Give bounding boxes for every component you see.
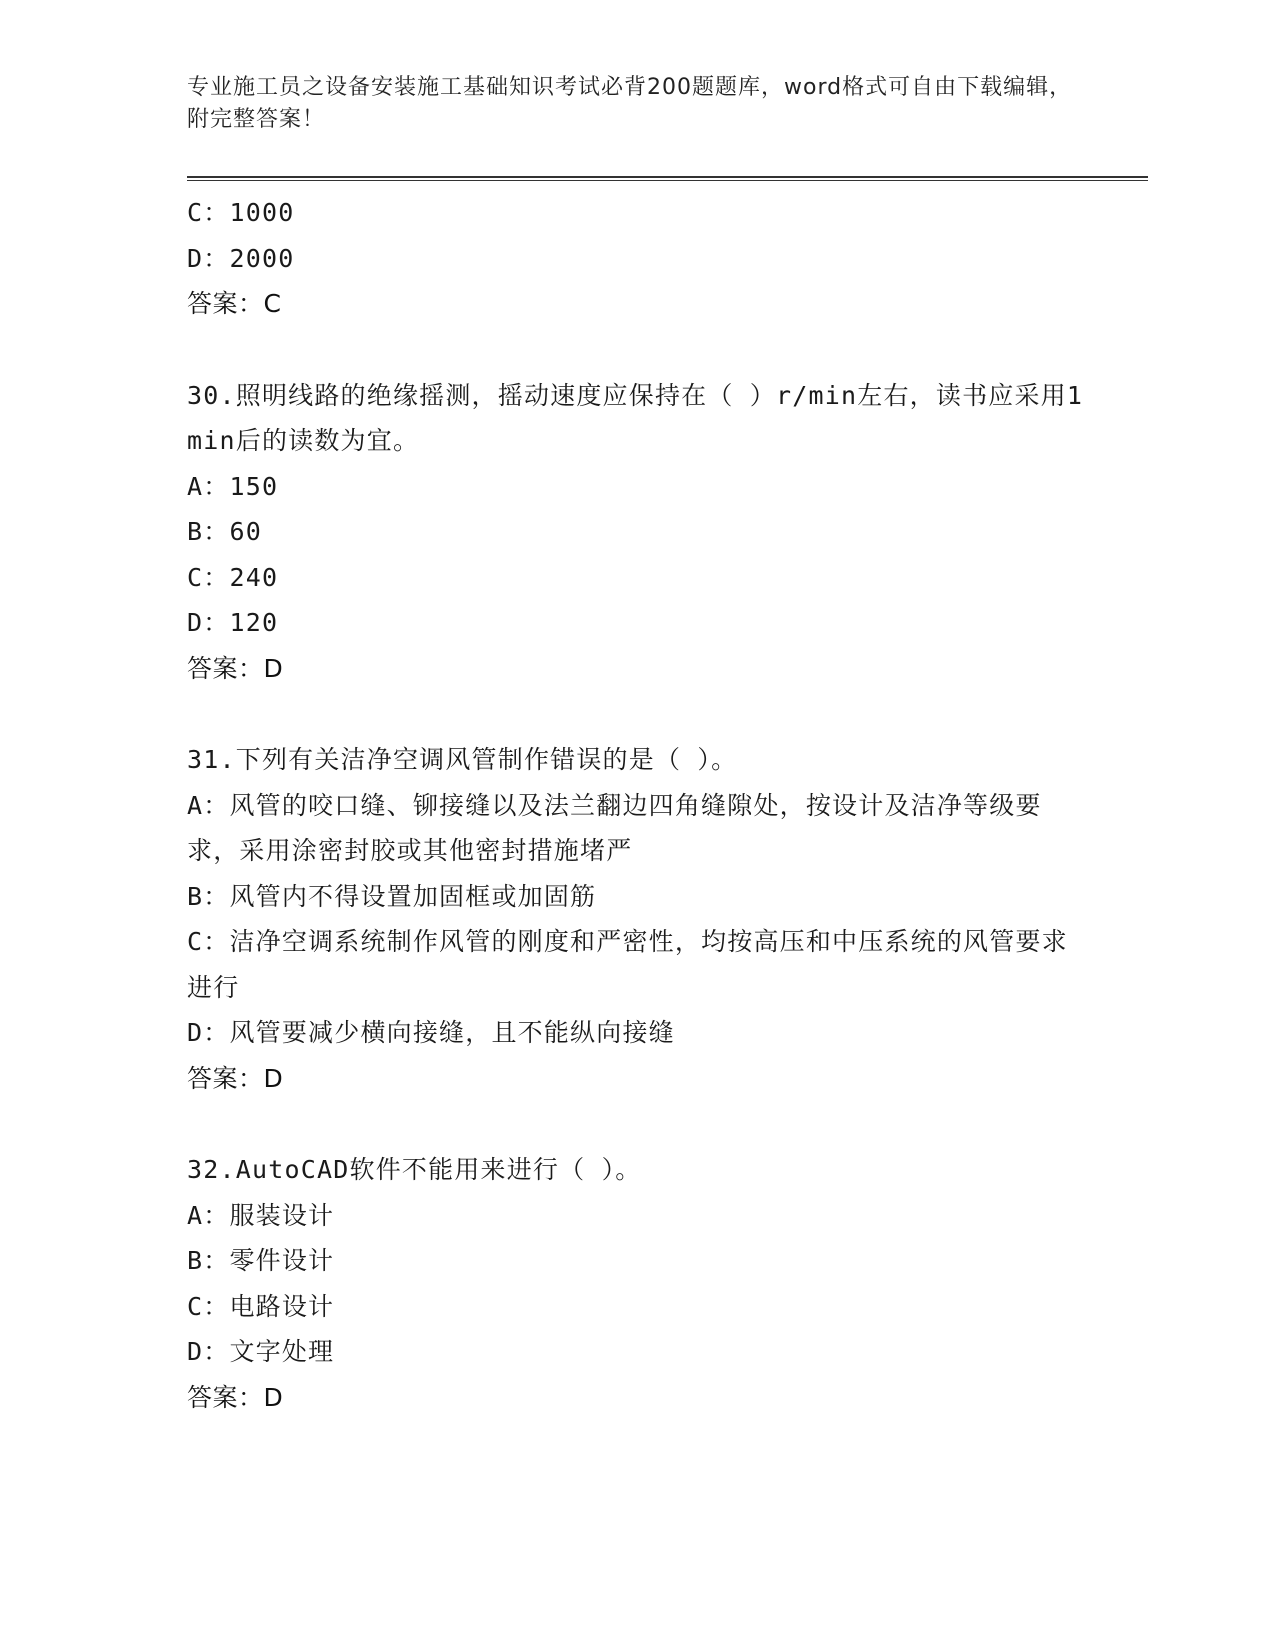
option-d: D：120 [187, 608, 279, 637]
option-a: A：150 [187, 471, 279, 501]
spacer [187, 327, 1087, 373]
option-c: C：洁净空调系统制作风管的刚度和严密性，均按高压和中压系统的风管要求进行 [187, 927, 1068, 1002]
answer-line: 答案：C [187, 289, 282, 318]
question-31-block [187, 737, 1087, 1101]
document-title: 专业施工员之设备安装施工基础知识考试必背200题题库，word格式可自由下载编辑，附完整答案！ [187, 75, 1073, 132]
answer-line: 答案：D [187, 1063, 284, 1093]
question-32-block [187, 1147, 1087, 1420]
option-a: A：服装设计 [187, 1200, 335, 1230]
answer-line: 答案：D [187, 653, 284, 683]
answer-line: 答案：D [187, 1382, 284, 1412]
option-d: D：风管要减少横向接缝，且不能纵向接缝 [187, 1018, 675, 1047]
option-d: D：文字处理 [187, 1337, 335, 1366]
option-c: C：240 [187, 562, 279, 592]
option-b: B：60 [187, 517, 262, 546]
option-a: A：风管的咬口缝、铆接缝以及法兰翻边四角缝隙处，按设计及洁净等级要求，采用涂密封胶或其他密封措施堵严 [187, 790, 1042, 865]
header-divider [187, 176, 1148, 181]
option-b: B：风管内不得设置加固框或加固筋 [187, 881, 597, 911]
option-c: C：1000 [187, 198, 295, 227]
previous-question-block [187, 190, 1087, 327]
question-content [187, 190, 1087, 1420]
question-stem: 30.照明线路的绝缘摇测，摇动速度应保持在（ ）r/min左右，读书应采用1min后的读数为宜。 [187, 380, 1084, 455]
option-c: C：电路设计 [187, 1291, 335, 1321]
option-b: B：零件设计 [187, 1246, 335, 1275]
page-header [187, 72, 1087, 136]
question-stem: 32.AutoCAD软件不能用来进行（ ）。 [187, 1155, 642, 1184]
question-stem: 31.下列有关洁净空调风管制作错误的是（ ）。 [187, 745, 738, 774]
question-30-block [187, 373, 1087, 692]
option-d: D：2000 [187, 243, 295, 273]
spacer [187, 1101, 1087, 1147]
spacer [187, 691, 1087, 737]
